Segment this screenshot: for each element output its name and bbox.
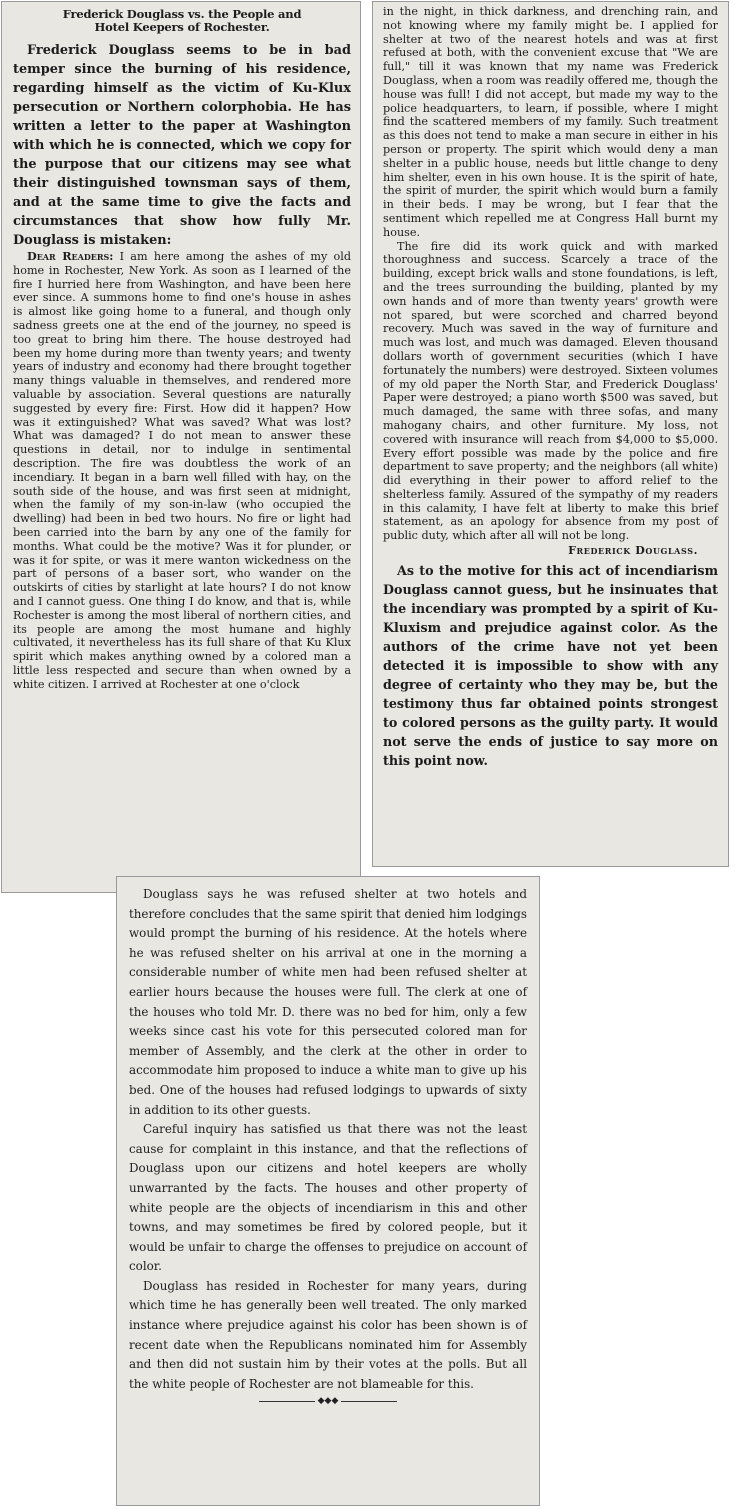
paragraph-3: Douglass has resided in Rochester for many years, during which time he has generally been well treated. The only marked instance where prejudice against his color has been shown is of recent date when the Republicans nominated him for Assembly and then did not sustain him by their votes at the polls. But all the white people of Rochester are not blameable for this. (129, 1278, 527, 1391)
end-ornament-icon (129, 1396, 527, 1406)
headline (13, 8, 351, 34)
ornament-rule-right (341, 1401, 397, 1402)
clipping-right-column (372, 1, 729, 867)
letter-paragraph-2: The fire did its work quick and with marked thoroughness and success. Scarcely a trace of the building, except brick walls and stone foundations, is left, and the trees surrounding the building, planted by my own hands and of more than twenty years' growth were not spared, but were scorched and charred beyond recovery. Much was saved in the way of furniture and much was lost, and much was damaged. Eleven thousand dollars worth of government securities (which I have fortunately the numbers) were destroyed. Sixteen volumes of my old paper the North Star, and Frederick Douglass' Paper were destroyed; a piano worth $500 was saved, but much damaged, the same with three sofas, and many mahogany chairs, and other furniture. My loss, not covered with insurance will reach from $4,000 to $5,000. Every effort possible was made by the police and fire department to save property; and the neighbors (all white) did everything in their power to afford relief to the shelterless family. Assured of the sympathy of my readers in this calamity, I have felt at liberty to make this brief statement, as an apology for absence from my post of public duty, which after all will not be long. (383, 239, 718, 543)
letter-continuation: in the night, in thick darkness, and drenching rain, and not knowing where my family might be. I applied for shelter at two of the nearest hotels and was at first refused at both, with the convenient excuse that "We are full," till it was known that my name was Frederick Douglass, when a room was readily offered me, though the house was full! I did not accept, but made my way to the police headquarters, to learn, if possible, where I might find the scattered members of my family. Such treatment as this does not tend to make a man secure in either in his person or property. The spirit which would deny a man shelter in a public house, needs but little change to deny him shelter, even in his own house. It is the spirit of hate, the spirit of murder, the spirit which would burn a family in their beds. I may be wrong, but I fear that the sentiment which repelled me at Congress Hall burnt my house. (383, 5, 718, 239)
letter-paragraph (13, 250, 351, 692)
paragraph-2: Careful inquiry has satisfied us that there was not the least cause for complaint in this instance, and that the reflections of Douglass upon our citizens and hotel keepers are wholly unwarranted by the facts. The houses and other property of white people are the objects of incendiarism in this and other towns, and may sometimes be fired by colored people, but it would be unfair to charge the offenses to prejudice on account of color. (129, 1122, 527, 1274)
paragraph-1: Douglass says he was refused shelter at two hotels and therefore concludes that the same spirit that denied him lodgings would prompt the burning of his residence. At the hotels where he was refused shelter on his arrival at one in the morning a considerable number of white men had been refused shelter at earlier hours because the houses were full. The clerk at one of the houses who told Mr. D. there was no bed for him, only a few weeks since cast his vote for this persecuted colored man for member of Assembly, and the clerk at the other in order to accommodate him proposed to induce a white man to give up his bed. One of the houses had refused lodgings to upwards of sixty in addition to its other guests. (129, 887, 527, 1117)
letter-salutation: Dear Readers: (27, 249, 114, 263)
headline-line-2: Hotel Keepers of Rochester. (94, 20, 270, 34)
clipping-bottom-column (116, 876, 540, 1506)
letter-body: I am here among the ashes of my old home in Rochester, New York. As soon as I learned of the fire I hurried here from Washington, and have been here ever since. A summons home to find one's house in ashes is almost like going home to a funeral, and though only sadness greets one at the end of the journey, no speed is too great to bring him there. The house destroyed had been my home during more than twenty years; and twenty years of industry and economy had there brought together many things valuable in themselves, and rendered more valuable by association. Several questions are naturally suggested by every fire: First. How did it happen? How was it extinguished? What was saved? What was lost? What was damaged? I do not mean to answer these questions in detail, nor to indulge in sentimental description. The fire was doubtless the work of an incendiary. It began in a barn well filled with hay, on the south side of the house, and was first seen at midnight, when the family of my son-in-law (who occupied the dwelling) had been in bed two hours. No fire or light had been carried into the barn by any one of the family for months. What could be the motive? Was it for plunder, or was it for spite, or was it mere wanton wickedness on the part of persons of a baser sort, who wander on the outskirts of cities by starlight at late hours? I do not know and I cannot guess. One thing I do know, and that is, while Rochester is among the most liberal of northern cities, and its people are among the most humane and highly cultivated, it nevertheless has its full share of that Ku Klux spirit which makes anything owned by a colored man a little less respected and secure than when owned by a white citizen. I arrived at Rochester at one o'clock (13, 250, 351, 691)
signature: Frederick Douglass. (568, 544, 698, 558)
intro-paragraph: Frederick Douglass seems to be in bad temper since the burning of his residence, regarding himself as the victim of Ku-Klux persecution or Northern colorphobia. He has written a letter to the paper at Washington with which he is connected, which we copy for the purpose that our citizens may see what their distinguished townsman says of them, and at the same time to give the facts and circumstances that show how fully Mr. Douglass is mistaken: (13, 43, 351, 248)
headline-line-1: Frederick Douglass vs. the People and (62, 7, 302, 21)
clipping-left-column (1, 1, 361, 893)
ornament-rule-left (259, 1401, 315, 1402)
editorial-paragraph: As to the motive for this act of incendiarism Douglass cannot guess, but he insinuates that the incendiary was prompted by a spirit of Ku-Kluxism and prejudice against color. As the authors of the crime have not yet been detected it is impossible to show with any degree of certainty who they may be, but the testimony thus far obtained points strongest to colored persons as the guilty party. It would not serve the ends of justice to say more on this point now. (383, 563, 718, 769)
ornament-diamonds: ◆◆◆ (317, 1396, 339, 1407)
